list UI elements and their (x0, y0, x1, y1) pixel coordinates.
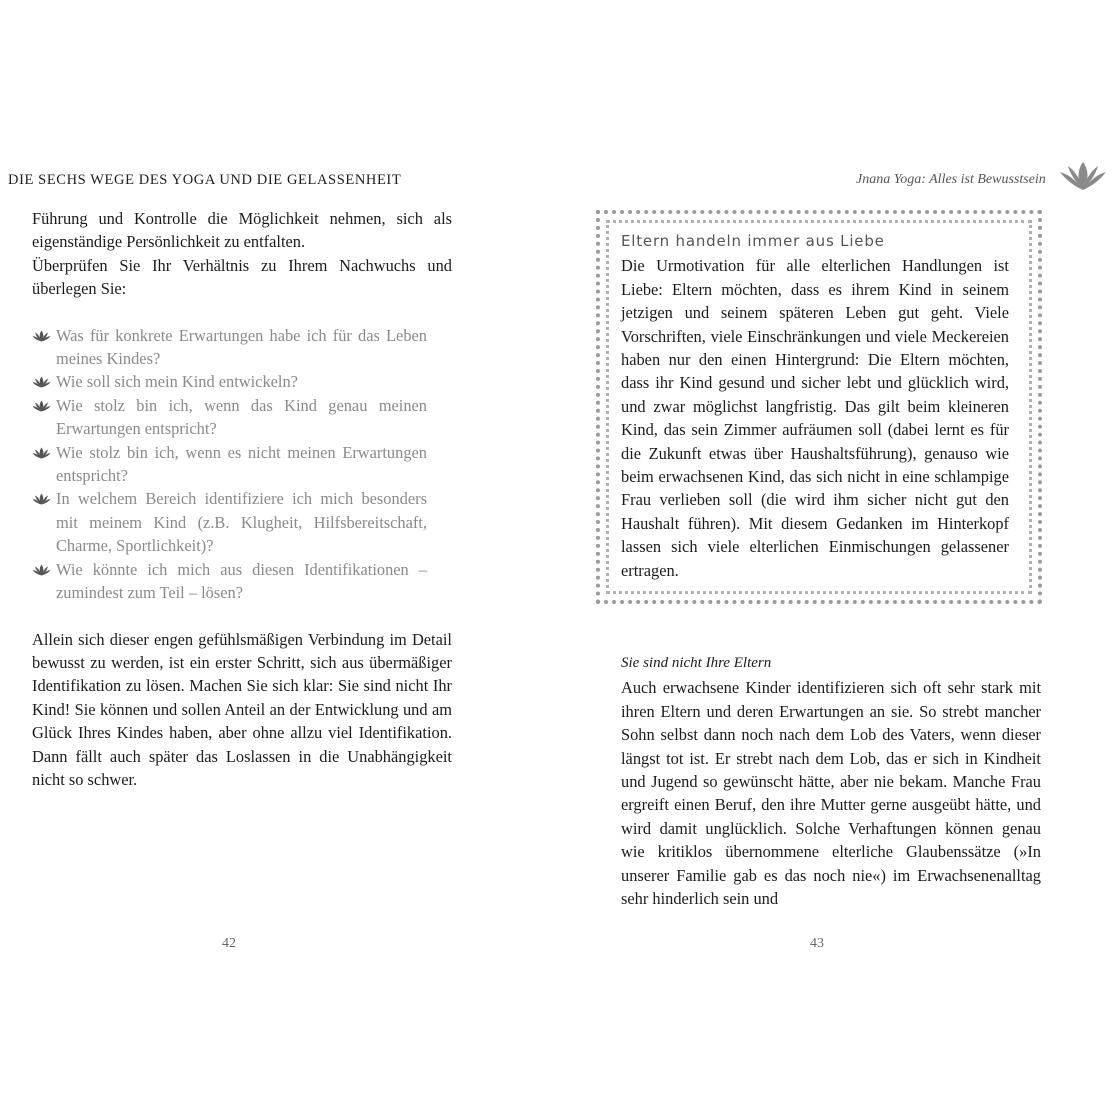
section-subheading: Sie sind nicht Ihre Eltern (621, 655, 772, 671)
left-page-body (32, 207, 452, 791)
list-item (32, 441, 427, 488)
paragraph: Auch erwachsene Kinder identifizieren sich oft sehr stark mit ihren Eltern und deren Erwartungen an sie. So strebt mancher Sohn selbst dann noch nach dem Lob des Vaters, wenn dieser längst tot ist. Er strebt nach dem Lob, das er sich in Kindheit und Jugend so gewünscht hätte, aber nie bekam. Manche Frau ergreift einen Beruf, den ihre Mutter gerne ausgeübt hätte, und wird damit unglücklich. Solche Verhaftungen können genau wie kritiklos übernommene elterliche Glaubenssätze (»In unserer Familie gab es das noch nie«) im Erwachsenenalltag sehr hinderlich sein und (621, 678, 1041, 909)
list-item (32, 394, 427, 441)
page-number-left: 42 (222, 936, 236, 951)
question-text: Wie stolz bin ich, wenn es nicht meinen Erwartungen entspricht? (56, 442, 427, 486)
paragraph: Allein sich dieser engen gefühlsmäßigen Verbindung im Detail bewusst zu werden, ist ein erster Schritt, sich aus übermäßiger Identifikation zu lösen. Machen Sie sich klar: Sie sind nicht Ihr Kind! Sie können und sollen Anteil an der Entwicklung und am Glück Ihres Kindes haben, aber ohne allzu viel Identifikation. Dann fällt auch später das Loslassen in die Unabhängigkeit nicht so schwer. (32, 629, 452, 789)
list-item (32, 558, 427, 605)
lotus-icon (32, 330, 51, 342)
question-text: Wie könnte ich mich aus diesen Identifikationen – zumindest zum Teil – lösen? (56, 559, 427, 603)
lotus-icon (1058, 160, 1108, 192)
lotus-icon (32, 447, 51, 459)
paragraph: Überprüfen Sie Ihr Verhältnis zu Ihrem Nachwuchs und überlegen Sie: (32, 255, 452, 299)
info-box-title: Eltern handeln immer aus Liebe (621, 232, 885, 250)
question-text: In welchem Bereich identifiziere ich mich besonders mit meinem Kind (z.B. Klugheit, Hilfsbereitschaft, Charme, Sportlichkeit)? (56, 489, 427, 556)
list-item (32, 487, 427, 557)
question-list (32, 324, 427, 605)
page-number-right: 43 (810, 936, 824, 951)
list-item (32, 324, 427, 371)
question-text: Was für konkrete Erwartungen habe ich für das Leben meines Kindes? (56, 325, 427, 369)
question-text: Wie soll sich mein Kind entwickeln? (56, 372, 298, 392)
list-item (32, 370, 427, 393)
right-page-section (621, 652, 1041, 910)
paragraph: Führung und Kontrolle die Möglichkeit nehmen, sich als eigenständige Persönlichkeit zu entfalten. (32, 209, 452, 252)
lotus-icon (32, 564, 51, 576)
running-header-right: Jnana Yoga: Alles ist Bewusstsein (856, 172, 1046, 187)
running-header-left: DIE SECHS WEGE DES YOGA UND DIE GELASSENHEIT (8, 172, 402, 188)
info-box (621, 230, 1009, 582)
question-text: Wie stolz bin ich, wenn das Kind genau meinen Erwartungen entspricht? (56, 395, 427, 439)
lotus-icon (32, 493, 51, 505)
lotus-icon (32, 376, 51, 388)
info-box-text: Die Urmotivation für alle elterlichen Handlungen ist Liebe: Eltern möchten, dass es ihrem Kind in seinem jetzigen und seinem späteren Leben gut geht. Viele Vorschriften, viele Einschränkungen und viele Meckereien haben nur den einen Hintergrund: Die Eltern möchten, dass ihr Kind gesund und sicher lebt und glücklich wird, und zwar möglichst langfristig. Das gilt beim kleineren Kind, das sein Zimmer aufräumen soll (dabei lernt es für die Zukunft etwas über Haushaltsführung), genauso wie beim erwachsenen Kind, das sich nicht in eine schlampige Frau verlieben soll (die wird ihm sicher nicht gut den Haushalt führen). Mit diesem Gedanken im Hinterkopf lassen sich viele elterlichen Einmischungen gelassener ertragen. (621, 256, 1009, 580)
lotus-icon (32, 400, 51, 412)
